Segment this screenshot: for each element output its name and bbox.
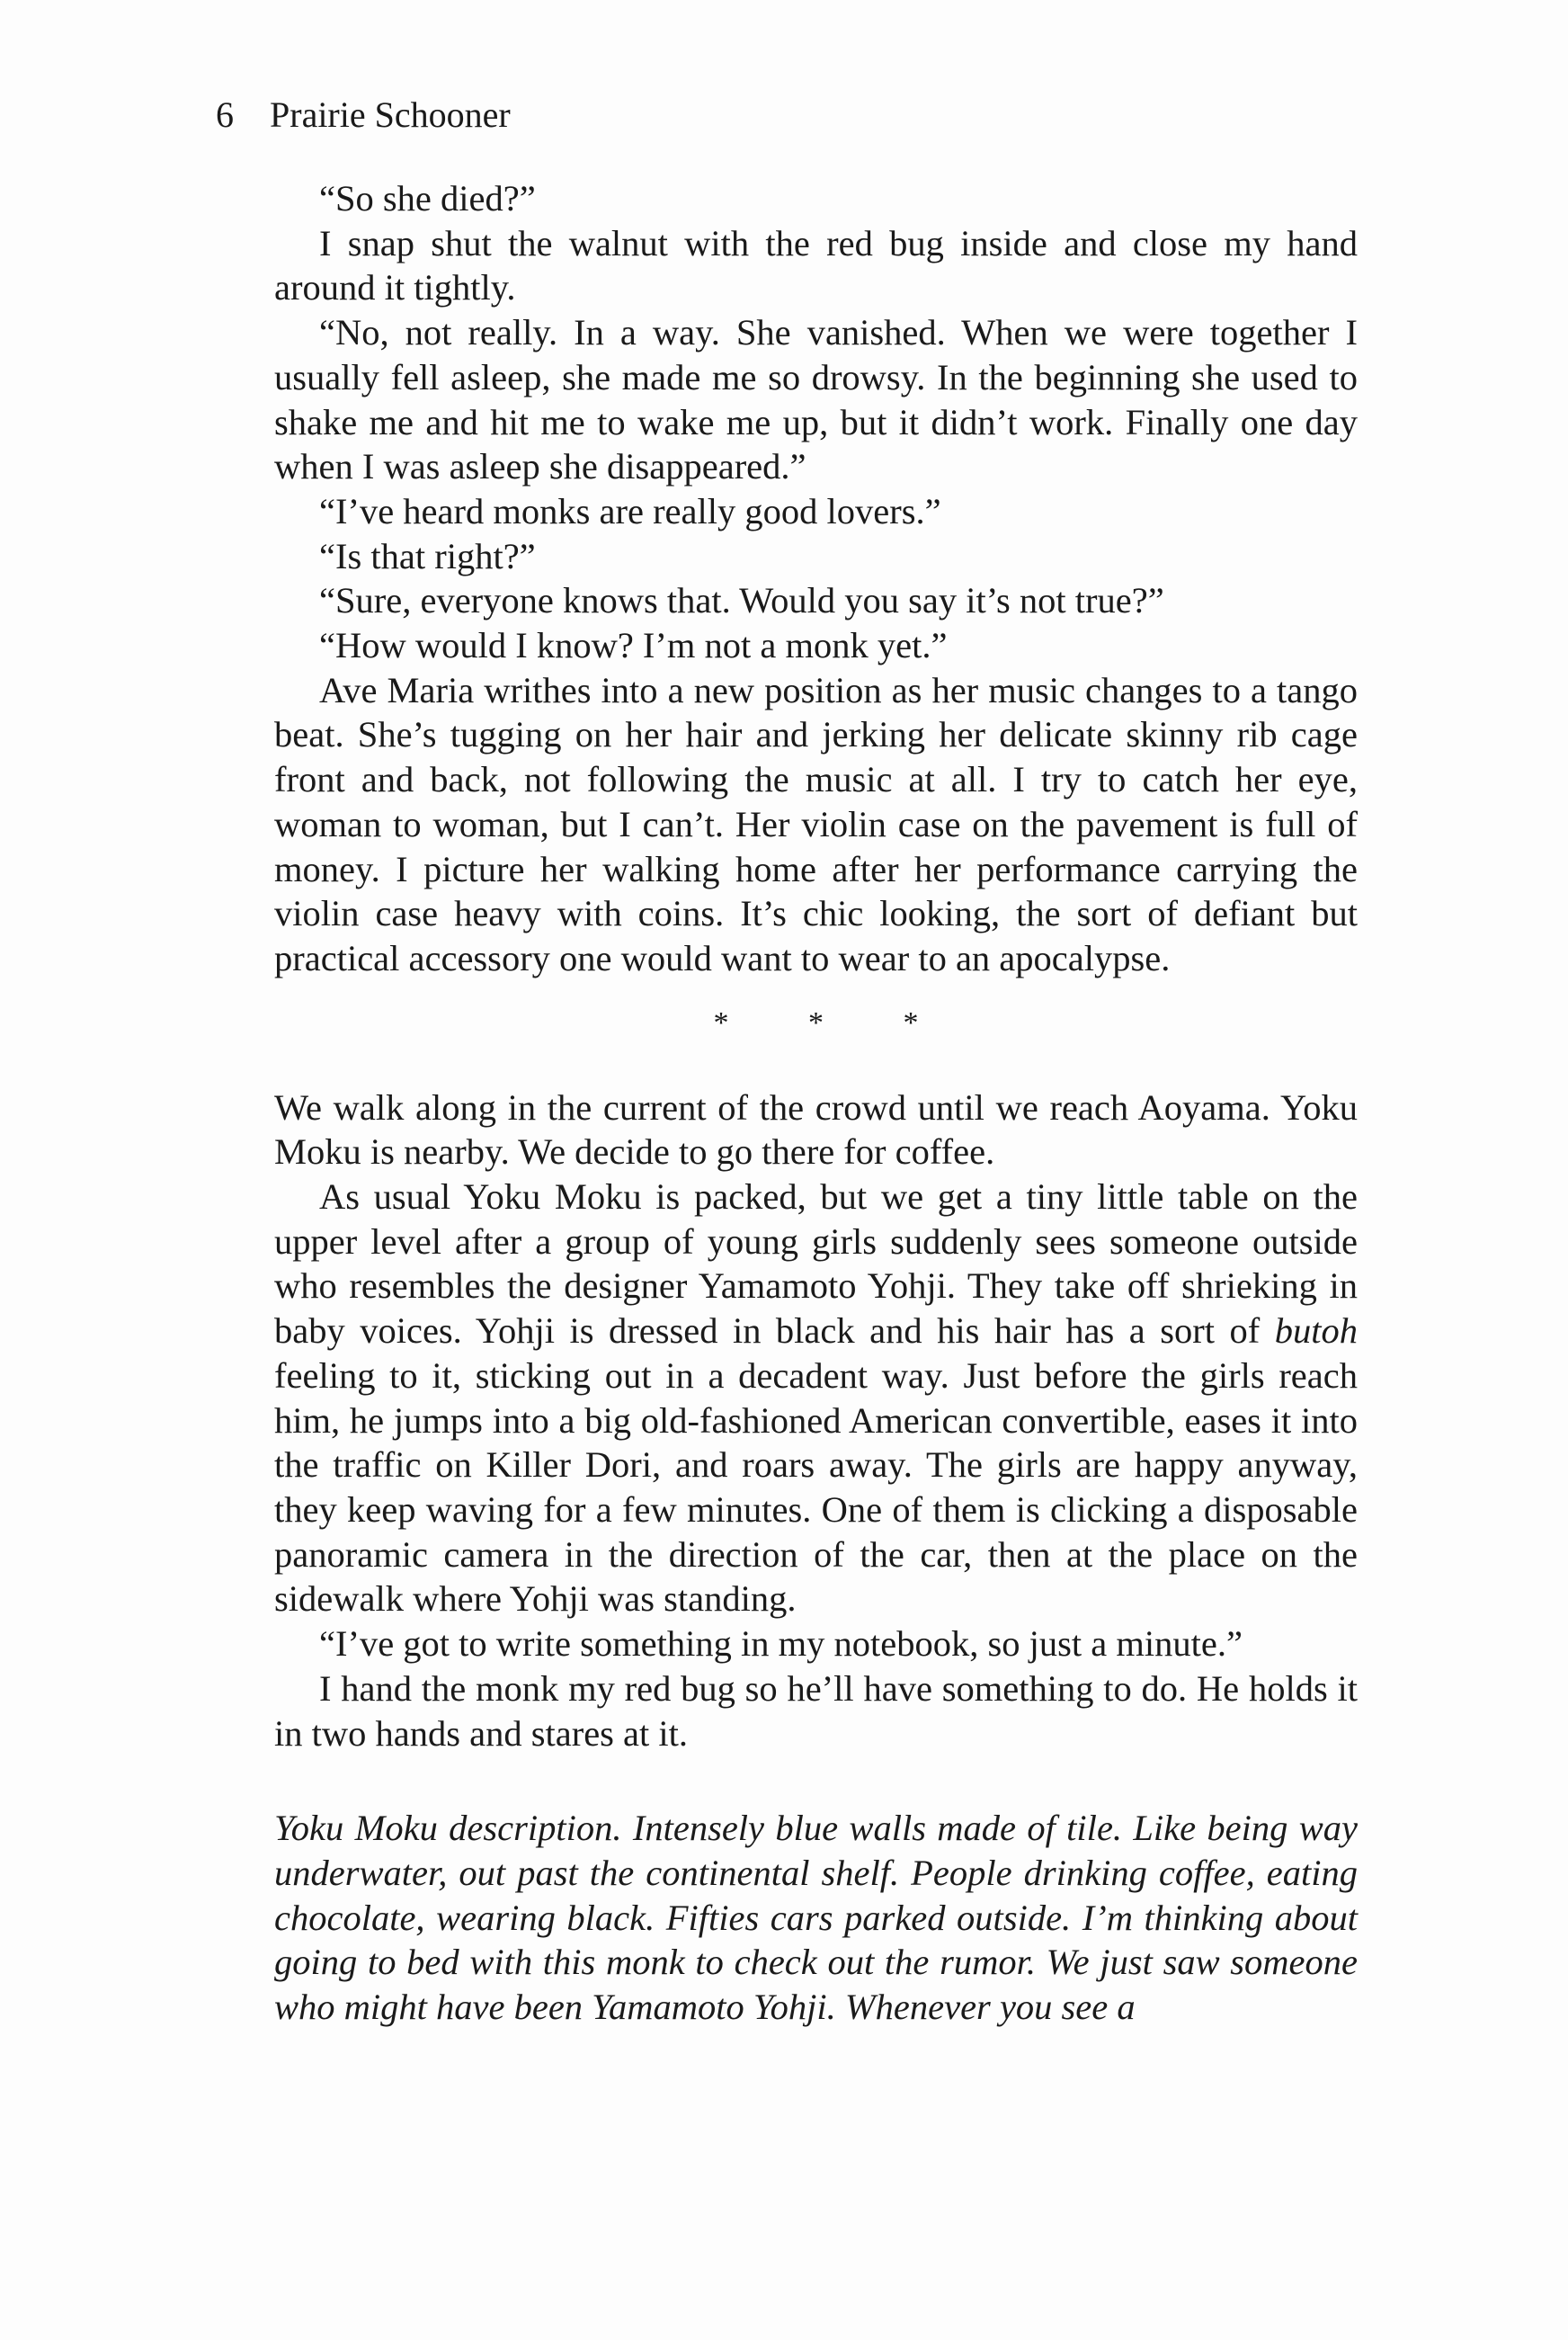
paragraph: “Sure, everyone knows that. Would you say it’s not true?”	[319, 580, 1164, 621]
paragraph: Ave Maria writhes into a new position as her music changes to a tango beat. She’s tugging on her hair and jerking her delicate skinny rib cage front and back, not following the music at all. I try to catch her eye, woman to woman, but I can’t. Her violin case on the pavement is full of money. I picture her walking home after her performance carrying the violin case heavy with coins. It’s chic looking, the sort of defiant but practical accessory one would want to wear to an apocalypse.	[274, 669, 1358, 978]
paragraph: “I’ve heard monks are really good lovers.”	[319, 490, 941, 531]
italic-term: butoh	[1274, 1310, 1358, 1352]
paragraph-text: feeling to it, sticking out in a decadent way. Just before the girls reach him, he jumps into a big old-fashioned American convertible, eases it into the traffic on Killer Dori, and roars away. The girls are happy anyway, they keep waving for a few minutes. One of them is clicking a disposable panoramic camera in the direction of the car, then at the place on the sidewalk where Yohji was standing.	[274, 1354, 1358, 1620]
section-break: * * *	[713, 1005, 955, 1040]
paragraph: We walk along in the current of the crowd until we reach Aoyama. Yoku Moku is nearby. We decide to go there for coffee.	[274, 1086, 1358, 1173]
journal-title: Prairie Schooner	[270, 94, 511, 135]
paragraph: “I’ve got to write something in my notebook, so just a minute.”	[319, 1623, 1243, 1665]
paragraph	[274, 1174, 1358, 1621]
body-text	[274, 176, 1358, 2030]
notebook-text: . Whenever you see a	[826, 1987, 1136, 2028]
paragraph: I snap shut the walnut with the red bug inside and close my hand around it tightly.	[274, 222, 1358, 308]
running-head	[216, 88, 511, 142]
notebook-text: Yamamoto Yohji	[592, 1987, 827, 2028]
paragraph: “So she died?”	[319, 178, 536, 219]
notebook-text: Yoku Moku description. Intensely blue walls made of tile. Like being way underwater, out past the continental shelf. People drinking coffee, eating chocolate, wearing black. Fifties cars parked outside. I’m thinking about going to bed with this monk to check out the rumor. We just saw someone who might have been	[274, 1808, 1358, 2028]
notebook-entry	[274, 1806, 1358, 2030]
paragraph: I hand the monk my red bug so he’ll have something to do. He holds it in two hands and stares at it.	[274, 1667, 1358, 1754]
paragraph: “No, not really. In a way. She vanished. When we were together I usually fell asleep, she made me so drowsy. In the beginning she used to shake me and hit me to wake me up, but it didn’t work. Finally one day when I was asleep she disappeared.”	[274, 312, 1358, 487]
page-number: 6	[216, 94, 234, 135]
paragraph: “Is that right?”	[319, 535, 536, 576]
paragraph-text: As usual Yoku Moku is packed, but we get a tiny little table on the upper level after a group of young girls suddenly sees someone outside who resembles the designer Yamamoto Yohji. They take off shrieking in baby voices. Yohji is dressed in black and his hair has a sort of	[274, 1176, 1358, 1352]
paragraph: “How would I know? I’m not a monk yet.”	[319, 625, 948, 666]
